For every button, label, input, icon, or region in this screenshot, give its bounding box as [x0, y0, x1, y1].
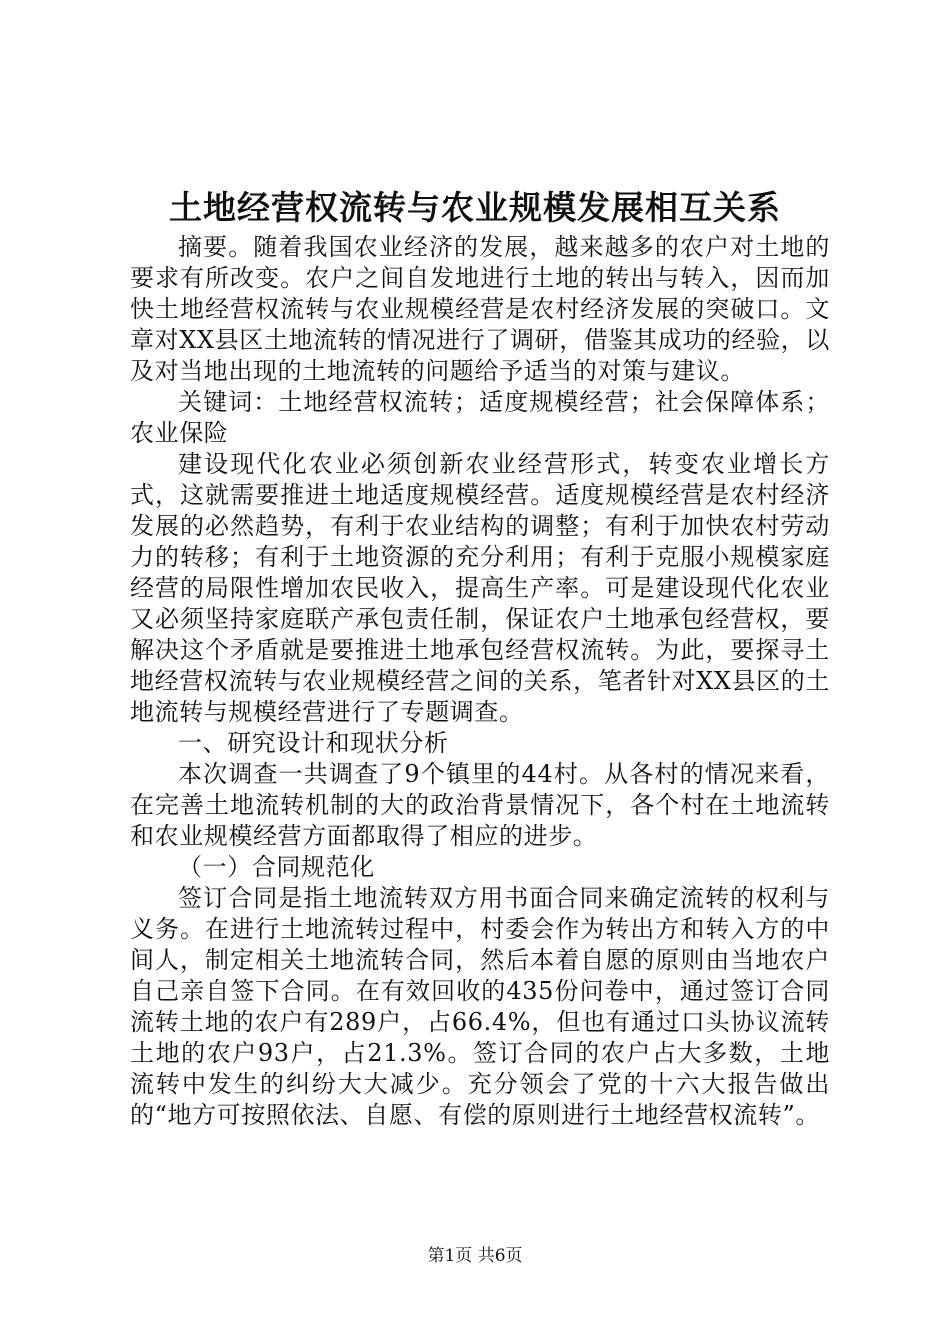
keywords-paragraph: 关键词：土地经营权流转；适度规模经营；社会保障体系；农业保险	[130, 388, 830, 447]
contract-paragraph: 签订合同是指土地流转双方用书面合同来确定流转的权利与义务。在进行土地流转过程中，村委会作为转出方和转入方的中间人，制定相关土地流转合同，然后本着自愿的原则由当地农户自己亲自签下合同。在有效回收的435份问卷中，通过签订合同流转土地的农户有289户，占66.4%，但也有通过口头协议流转土地的农户93户，占21.3%。签订合同的农户占大多数，土地流转中发生的纠纷大大减少。充分领会了党的十六大报告做出的“地方可按照依法、自愿、有偿的原则进行土地经营权流转”。	[130, 884, 830, 1129]
abstract-paragraph: 摘要。随着我国农业经济的发展，越来越多的农户对土地的要求有所改变。农户之间自发地进行土地的转出与转入，因而加快土地经营权流转与农业规模经营是农村经济发展的突破口。文章对XX县区土地流转的情况进行了调研，借鉴其成功的经验，以及对当地出现的土地流转的问题给予适当的对策与建议。	[130, 233, 830, 385]
section-heading: 一、研究设计和现状分析	[178, 729, 449, 757]
survey-paragraph: 本次调查一共调查了9个镇里的44村。从各村的情况来看，在完善土地流转机制的大的政治背景情况下，各个村在土地流转和农业规模经营方面都取得了相应的进步。	[130, 760, 830, 850]
document-title: 土地经营权流转与农业规模发展相互关系	[169, 188, 781, 227]
document-body	[130, 232, 830, 1131]
page-footer: 第1页 共6页	[427, 1246, 523, 1266]
subsection-heading: （一）合同规范化	[178, 853, 375, 881]
intro-paragraph: 建设现代化农业必须创新农业经营形式，转变农业增长方式，这就需要推进土地适度规模经营。适度规模经营是农村经济发展的必然趋势，有利于农业结构的调整；有利于加快农村劳动力的转移；有利于土地资源的充分利用；有利于克服小规模家庭经营的局限性增加农民收入，提高生产率。可是建设现代化农业又必须坚持家庭联产承包责任制，保证农户土地承包经营权，要解决这个矛盾就是要推进土地承包经营权流转。为此，要探寻土地经营权流转与农业规模经营之间的关系，笔者针对XX县区的土地流转与规模经营进行了专题调查。	[130, 450, 830, 726]
